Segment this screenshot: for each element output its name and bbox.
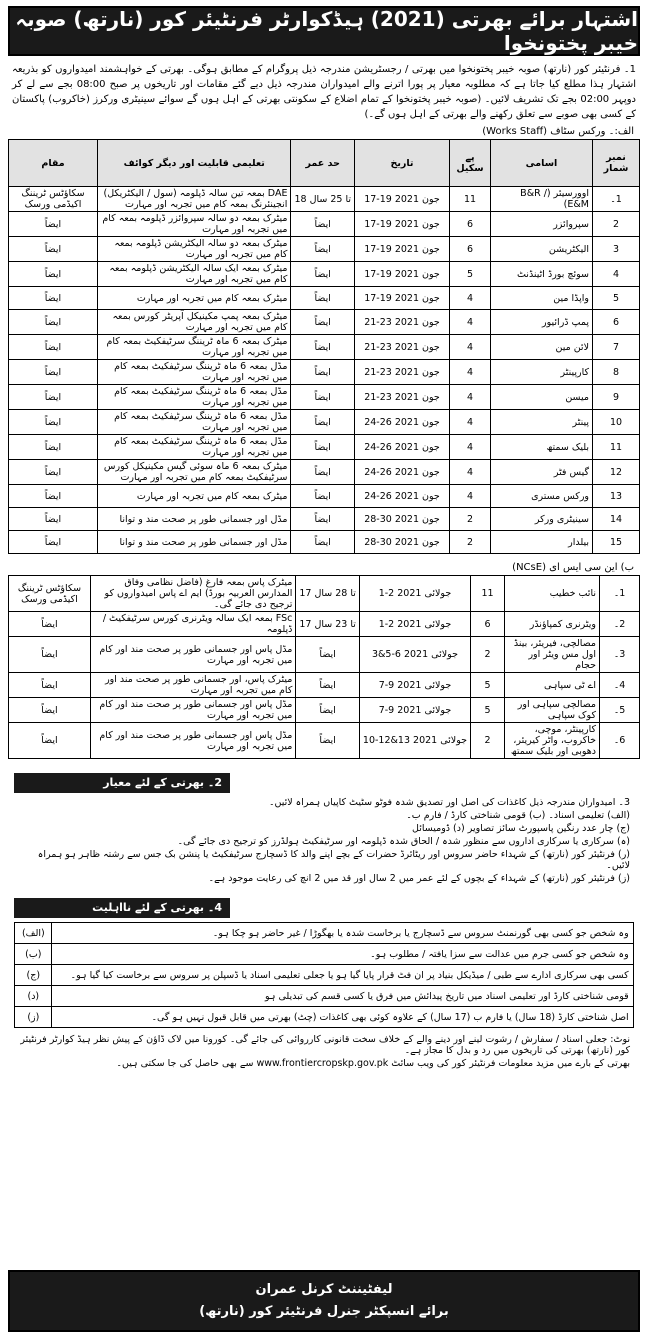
cell-sr: 11 — [593, 435, 640, 460]
table-row — [9, 335, 640, 360]
cell-date: 28-30 جون 2021 — [355, 531, 450, 554]
disqualification-label: (ز) — [15, 1007, 52, 1028]
disqualification-row — [15, 1007, 633, 1028]
cell-post: ورکس مستری — [491, 485, 593, 508]
cell-qualification: مڈل اور جسمانی طور پر صحت مند و توانا — [98, 508, 291, 531]
disqualification-text: کسی بھی سرکاری ادارے سے طبی / میڈیکل بنیاد پر ان فٹ قرار پایا گیا ہو یا جعلی تعلیمی اسناد یا ڈسپلن پر سروس سے برخاست کیا گیا ہو۔ — [52, 965, 633, 986]
cell-place: ایضاً — [9, 262, 98, 287]
ncse-table — [8, 575, 640, 759]
cell-sr: 15 — [593, 531, 640, 554]
disqualification-table — [14, 922, 633, 1028]
documents-intro: 3۔ امیدواران مندرجہ ذیل کاغذات کی اصل اور تصدیق شدہ فوٹو سٹیٹ کاپیاں ہمراہ لائیں۔ — [268, 797, 630, 808]
cell-scale: 2 — [471, 637, 505, 673]
section-criteria-title: 2۔ بھرتی کے لئے معیار — [14, 773, 230, 793]
cell-post: سپروائزر — [491, 212, 593, 237]
table-row — [9, 698, 640, 723]
cell-place: ایضاً — [9, 637, 91, 673]
cell-place: ایضاً — [9, 612, 91, 637]
cell-date: 7-9 جولائی 2021 — [359, 698, 470, 723]
cell-date: 10-12&13 جولائی 2021 — [359, 723, 470, 759]
cell-qualification: مڈل پاس اور جسمانی طور پر صحت مند اور کام میں تجربہ اور مہارت — [91, 698, 296, 723]
section-disqualification-title: 4۔ بھرتی کے لئے نااہلیت — [14, 898, 230, 918]
cell-age: ایضاً — [291, 237, 355, 262]
cell-qualification: میٹرک بمعہ دو سالہ الیکٹریشن ڈپلومہ بمعہ کام میں تجربہ اور مہارت — [98, 237, 291, 262]
disqualification-text: وہ شخص جو کسی جرم میں عدالت سے سزا یافتہ / مطلوب ہو۔ — [52, 944, 633, 965]
cell-place: ایضاً — [9, 360, 98, 385]
cell-post: الیکٹریشن — [491, 237, 593, 262]
cell-age: ایضاً — [291, 310, 355, 335]
table-row — [9, 360, 640, 385]
cell-date: 24-26 جون 2021 — [355, 460, 450, 485]
cell-scale: 11 — [471, 576, 505, 612]
cell-sr: 3 — [593, 237, 640, 262]
cell-sr: 4۔ — [600, 673, 640, 698]
cell-date: 24-26 جون 2021 — [355, 435, 450, 460]
cell-post: میسن — [491, 385, 593, 410]
disqualification-text: اصل شناختی کارڈ (18 سال) یا فارم ب (17 سال) کے علاوہ کوئی بھی کاغذات (چٹ) بھرتی میں قابل قبول نہیں ہو گی۔ — [52, 1007, 633, 1028]
cell-post: پینٹر — [491, 410, 593, 435]
cell-scale: 4 — [450, 385, 491, 410]
cell-age: ایضاً — [291, 360, 355, 385]
section-ncse-label: ب) این سی ایس ای (NCsE) — [512, 562, 634, 573]
cell-scale: 4 — [450, 310, 491, 335]
intro-paragraph: 1۔ فرنٹیئر کور (نارتھ) صوبہ خیبر پختونخوا میں بھرتی / رجسٹریشن مندرجہ ذیل پروگرام کے مطابق ہوگی۔ بھرتی کے خواہشمند امیدواروں کو بذریعہ اشتہار ہذا مطلع کیا جاتا ہے کہ مطلوبہ معیار پر پورا اترنے والے امیدواران مندرجہ ذیل دیے گئے مقامات اور تاریخوں پر صبح 08:00 بجے سے لے کر دوپہر 02:00 بجے تک تشریف لائیں۔ (صوبہ خیبر پختونخوا کے تمام اضلاع کے سکونتی بھرتی کے اہل ہوں گے سوائے سینیٹری ورکرز (خاکروب) پاکستان کے کسی بھی صوبے سے تعلق رکھنے والے بھرتی کے اہل ہوں گے۔) — [12, 64, 636, 120]
table-row — [9, 237, 640, 262]
cell-sr: 1۔ — [593, 187, 640, 212]
table-row — [9, 637, 640, 673]
note-warning: نوٹ: جعلی اسناد / سفارش / رشوت لینے اور دینے والے کے خلاف سخت قانونی کارروائی کی جائے گی۔ کورونا میں لاک ڈاؤن کے پیش نظر ہیڈ کوارٹر فرنٹیئر کور (نارتھ) بھرتی کی تاریخوں میں رد و بدل کا مجاز ہے۔ — [20, 1034, 630, 1056]
cell-age: ایضاً — [291, 287, 355, 310]
page-title: اشتہار برائے بھرتی (2021) ہیڈکوارٹر فرنٹیئر کور (نارتھ) صوبہ خیبر پختونخوا — [8, 6, 640, 56]
cell-qualification: مڈل بمعہ 6 ماہ ٹریننگ سرٹیفکیٹ بمعہ کام میں تجربہ اور مہارت — [98, 435, 291, 460]
documents-list — [8, 810, 640, 884]
cell-sr: 5 — [593, 287, 640, 310]
cell-date: 21-23 جون 2021 — [355, 335, 450, 360]
cell-post: مصالچی، فیریئر، بینڈ اول مس ویٹر اور حجام — [505, 637, 600, 673]
cell-place: ایضاً — [9, 698, 91, 723]
cell-sr: 6 — [593, 310, 640, 335]
header-age: حد عمر — [291, 140, 355, 187]
cell-scale: 4 — [450, 435, 491, 460]
cell-sr: 5۔ — [600, 698, 640, 723]
cell-age: ایضاً — [296, 723, 360, 759]
cell-date: 28-30 جون 2021 — [355, 508, 450, 531]
cell-place: ایضاً — [9, 410, 98, 435]
cell-qualification: مڈل بمعہ 6 ماہ ٹریننگ سرٹیفکیٹ بمعہ کام میں تجربہ اور مہارت — [98, 410, 291, 435]
cell-place: ایضاً — [9, 460, 98, 485]
document-item: (الف) تعلیمی اسناد۔ (ب) قومی شناختی کارڈ / فارم ب۔ — [406, 810, 630, 821]
cell-post: اے ٹی سپاہی — [505, 673, 600, 698]
cell-scale: 6 — [450, 237, 491, 262]
section-works-staff-label: الف:۔ ورکس سٹاف (Works Staff) — [482, 126, 634, 137]
header-qualification: تعلیمی قابلیت اور دیگر کوائف — [98, 140, 291, 187]
cell-place: ایضاً — [9, 673, 91, 698]
cell-scale: 6 — [450, 212, 491, 237]
table-row — [9, 262, 640, 287]
document-item: (ز) فرنٹیئر کور (نارتھ) کے شہداء کے بچوں کے لئے عمر میں 2 سال اور قد میں 2 انچ کی رعایت موجود ہے۔ — [208, 873, 630, 884]
cell-place: ایضاً — [9, 287, 98, 310]
works-staff-table — [8, 139, 640, 554]
cell-post: ویٹرنری کمپاؤنڈر — [505, 612, 600, 637]
cell-place: ایضاً — [9, 723, 91, 759]
cell-date: 21-23 جون 2021 — [355, 310, 450, 335]
cell-qualification: مڈل بمعہ 6 ماہ ٹریننگ سرٹیفکیٹ بمعہ کام میں تجربہ اور مہارت — [98, 385, 291, 410]
cell-place: ایضاً — [9, 385, 98, 410]
cell-date: 7-9 جولائی 2021 — [359, 673, 470, 698]
table-row — [9, 187, 640, 212]
cell-qualification: میٹرک بمعہ دو سالہ سپروائزر ڈپلومہ بمعہ کام میں تجربہ اور مہارت — [98, 212, 291, 237]
cell-age: ایضاً — [296, 637, 360, 673]
cell-sr: 14 — [593, 508, 640, 531]
cell-qualification: میٹرک پاس، اور جسمانی طور پر صحت مند اور کام میں تجربہ اور مہارت — [91, 673, 296, 698]
cell-qualification: مڈل پاس اور جسمانی طور پر صحت مند اور کام میں تجربہ اور مہارت — [91, 637, 296, 673]
cell-date: 17-19 جون 2021 — [355, 262, 450, 287]
header-post: اسامی — [491, 140, 593, 187]
table-row — [9, 460, 640, 485]
table-row — [9, 310, 640, 335]
cell-sr: 10 — [593, 410, 640, 435]
table-row — [9, 385, 640, 410]
table-row — [9, 212, 640, 237]
cell-age: ایضاً — [291, 335, 355, 360]
cell-post: سوئچ بورڈ اٹینڈنٹ — [491, 262, 593, 287]
cell-qualification: میٹرک پاس بمعہ فارغ (فاضل نظامی وفاق المدارس العربیہ بورڈ) ایم اے پاس امیدواروں کو ترجیح دی جائے گی۔ — [91, 576, 296, 612]
cell-scale: 11 — [450, 187, 491, 212]
header-sr: نمبر شمار — [593, 140, 640, 187]
cell-age: ایضاً — [291, 460, 355, 485]
cell-age: ایضاً — [291, 508, 355, 531]
cell-age: 18 تا 25 سال — [291, 187, 355, 212]
disqualification-row — [15, 965, 633, 986]
cell-age: ایضاً — [291, 262, 355, 287]
table-row — [9, 508, 640, 531]
cell-date: 17-19 جون 2021 — [355, 187, 450, 212]
cell-scale: 4 — [450, 287, 491, 310]
cell-place: ایضاً — [9, 335, 98, 360]
table-row — [9, 435, 640, 460]
disqualification-label: (ج) — [15, 965, 52, 986]
cell-scale: 4 — [450, 360, 491, 385]
table-row — [9, 612, 640, 637]
cell-post: کارپینٹر — [491, 360, 593, 385]
table-row — [9, 723, 640, 759]
cell-place: ایضاً — [9, 485, 98, 508]
cell-age: ایضاً — [291, 485, 355, 508]
cell-sr: 7 — [593, 335, 640, 360]
cell-qualification: میٹرک بمعہ پمپ مکینیکل آپریٹر کورس بمعہ کام میں تجربہ اور مہارت — [98, 310, 291, 335]
table-row — [9, 673, 640, 698]
cell-scale: 4 — [450, 485, 491, 508]
cell-sr: 1۔ — [600, 576, 640, 612]
signatory-designation: برائے انسپکٹر جنرل فرنٹیئر کور (نارتھ) — [199, 1304, 449, 1319]
cell-sr: 3۔ — [600, 637, 640, 673]
cell-sr: 12 — [593, 460, 640, 485]
disqualification-label: (ب) — [15, 944, 52, 965]
cell-sr: 4 — [593, 262, 640, 287]
cell-qualification: مڈل بمعہ 6 ماہ ٹریننگ سرٹیفکیٹ بمعہ کام میں تجربہ اور مہارت — [98, 360, 291, 385]
cell-post: پمپ ڈرائیور — [491, 310, 593, 335]
cell-sr: 2 — [593, 212, 640, 237]
cell-date: 21-23 جون 2021 — [355, 360, 450, 385]
cell-date: 1-2 جولائی 2021 — [359, 612, 470, 637]
cell-place: ایضاً — [9, 212, 98, 237]
cell-qualification: میٹرک بمعہ کام میں تجربہ اور مہارت — [98, 287, 291, 310]
cell-qualification: FSc بمعہ ایک سالہ ویٹرنری کورس سرٹیفکیٹ / ڈپلومہ — [91, 612, 296, 637]
cell-post: سینیٹری ورکر — [491, 508, 593, 531]
cell-age: ایضاً — [291, 385, 355, 410]
cell-scale: 4 — [450, 410, 491, 435]
cell-qualification: مڈل اور جسمانی طور پر صحت مند و توانا — [98, 531, 291, 554]
header-place: مقام — [9, 140, 98, 187]
cell-age: ایضاً — [291, 435, 355, 460]
cell-sr: 2۔ — [600, 612, 640, 637]
cell-qualification: میٹرک بمعہ کام میں تجربہ اور مہارت — [98, 485, 291, 508]
header-scale: پے سکیل — [450, 140, 491, 187]
cell-scale: 2 — [450, 531, 491, 554]
cell-scale: 4 — [450, 460, 491, 485]
cell-age: ایضاً — [296, 673, 360, 698]
table-row — [9, 531, 640, 554]
table-row — [9, 485, 640, 508]
cell-sr: 13 — [593, 485, 640, 508]
cell-qualification: میٹرک بمعہ ایک سالہ الیکٹریشن ڈپلومہ بمعہ کام میں تجربہ اور مہارت — [98, 262, 291, 287]
document-item: (ہ) سرکاری یا سرکاری اداروں سے منظور شدہ / الحاق شدہ ڈپلومہ اور سرٹیفکیٹ ہولڈرز کو ترجیح دی جائے گی۔ — [177, 836, 630, 847]
cell-age: 17 تا 28 سال — [296, 576, 360, 612]
cell-date: 1-2 جولائی 2021 — [359, 576, 470, 612]
cell-age: ایضاً — [291, 212, 355, 237]
cell-scale: 5 — [471, 698, 505, 723]
cell-post: کارپینٹر، موچی، خاکروب، واٹر کیریئر، دھوبی اور بلیک سمتھ — [505, 723, 600, 759]
cell-date: 24-26 جون 2021 — [355, 485, 450, 508]
cell-post: اوورسیئر (B&R / E&M) — [491, 187, 593, 212]
document-item: (ج) چار عدد رنگین پاسپورٹ سائز تصاویر (د) ڈومیسائل — [412, 823, 630, 834]
cell-age: ایضاً — [296, 698, 360, 723]
cell-age: 17 تا 23 سال — [296, 612, 360, 637]
cell-post: مصالچی سپاہی اور کوک سپاہی — [505, 698, 600, 723]
cell-date: 17-19 جون 2021 — [355, 237, 450, 262]
cell-date: 21-23 جون 2021 — [355, 385, 450, 410]
cell-post: نائب خطیب — [505, 576, 600, 612]
disqualification-row — [15, 986, 633, 1007]
cell-scale: 5 — [450, 262, 491, 287]
cell-place: سکاؤٹس ٹریننگ اکیڈمی ورسک — [9, 576, 91, 612]
cell-post: گیس فٹر — [491, 460, 593, 485]
table-header-row — [9, 140, 640, 187]
cell-post: بیلدار — [491, 531, 593, 554]
signatory-name: لیفٹیننٹ کرنل عمران — [255, 1282, 393, 1297]
cell-date: 17-19 جون 2021 — [355, 287, 450, 310]
cell-place: ایضاً — [9, 237, 98, 262]
cell-age: ایضاً — [291, 410, 355, 435]
disqualification-label: (الف) — [15, 923, 52, 944]
signature-block — [8, 1270, 640, 1332]
cell-qualification: میٹرک بمعہ 6 ماہ سوئی گیس مکینیکل کورس سرٹیفکیٹ بمعہ کام میں تجربہ اور مہارت — [98, 460, 291, 485]
cell-place: ایضاً — [9, 435, 98, 460]
cell-sr: 6۔ — [600, 723, 640, 759]
cell-place: ایضاً — [9, 531, 98, 554]
cell-age: ایضاً — [291, 531, 355, 554]
cell-scale: 2 — [450, 508, 491, 531]
cell-sr: 8 — [593, 360, 640, 385]
cell-post: لائن مین — [491, 335, 593, 360]
table-row — [9, 576, 640, 612]
cell-place: سکاؤٹس ٹریننگ اکیڈمی ورسک — [9, 187, 98, 212]
cell-date: 24-26 جون 2021 — [355, 410, 450, 435]
disqualification-text: قومی شناختی کارڈ اور تعلیمی اسناد میں تاریخ پیدائش میں فرق یا کسی قسم کی تبدیلی ہو — [52, 986, 633, 1007]
table-row — [9, 410, 640, 435]
cell-post: بلیک سمتھ — [491, 435, 593, 460]
cell-date: 17-19 جون 2021 — [355, 212, 450, 237]
disqualification-row — [15, 923, 633, 944]
disqualification-row — [15, 944, 633, 965]
document-item: (ر) فرنٹیئر کور (نارتھ) کے شہداء حاضر سروس اور ریٹائرڈ حضرات کے بچے اپنے والد کا ڈسچارج سرٹیفکیٹ یا پنشن بک جس سے رشتہ ظاہر ہو ہمراہ لائیں۔ — [37, 849, 630, 871]
cell-qualification: مڈل پاس اور جسمانی طور پر صحت مند اور کام میں تجربہ اور مہارت — [91, 723, 296, 759]
cell-place: ایضاً — [9, 508, 98, 531]
disqualification-text: وہ شخص جو کسی بھی گورنمنٹ سروس سے ڈسچارج یا برخاست شدہ یا بھگوڑا / غیر حاضر ہو چکا ہو۔ — [52, 923, 633, 944]
table-row — [9, 287, 640, 310]
note-website: بھرتی کے بارے میں مزید معلومات فرنٹیئر کور کی ویب سائٹ www.frontiercropskp.gov.pk سے بھی حاصل کی جا سکتی ہیں۔ — [116, 1058, 630, 1069]
cell-scale: 6 — [471, 612, 505, 637]
cell-scale: 5 — [471, 673, 505, 698]
cell-post: واپڈا مین — [491, 287, 593, 310]
cell-date: 3&5-6 جولائی 2021 — [359, 637, 470, 673]
cell-sr: 9 — [593, 385, 640, 410]
cell-place: ایضاً — [9, 310, 98, 335]
header-date: تاریخ — [355, 140, 450, 187]
cell-scale: 2 — [471, 723, 505, 759]
cell-scale: 4 — [450, 335, 491, 360]
cell-qualification: میٹرک بمعہ 6 ماہ ٹریننگ سرٹیفکیٹ بمعہ کام میں تجربہ اور مہارت — [98, 335, 291, 360]
disqualification-label: (د) — [15, 986, 52, 1007]
cell-qualification: DAE بمعہ تین سالہ ڈپلومہ (سول / الیکٹریکل) انجینئرنگ بمعہ کام میں تجربہ اور مہارت — [98, 187, 291, 212]
